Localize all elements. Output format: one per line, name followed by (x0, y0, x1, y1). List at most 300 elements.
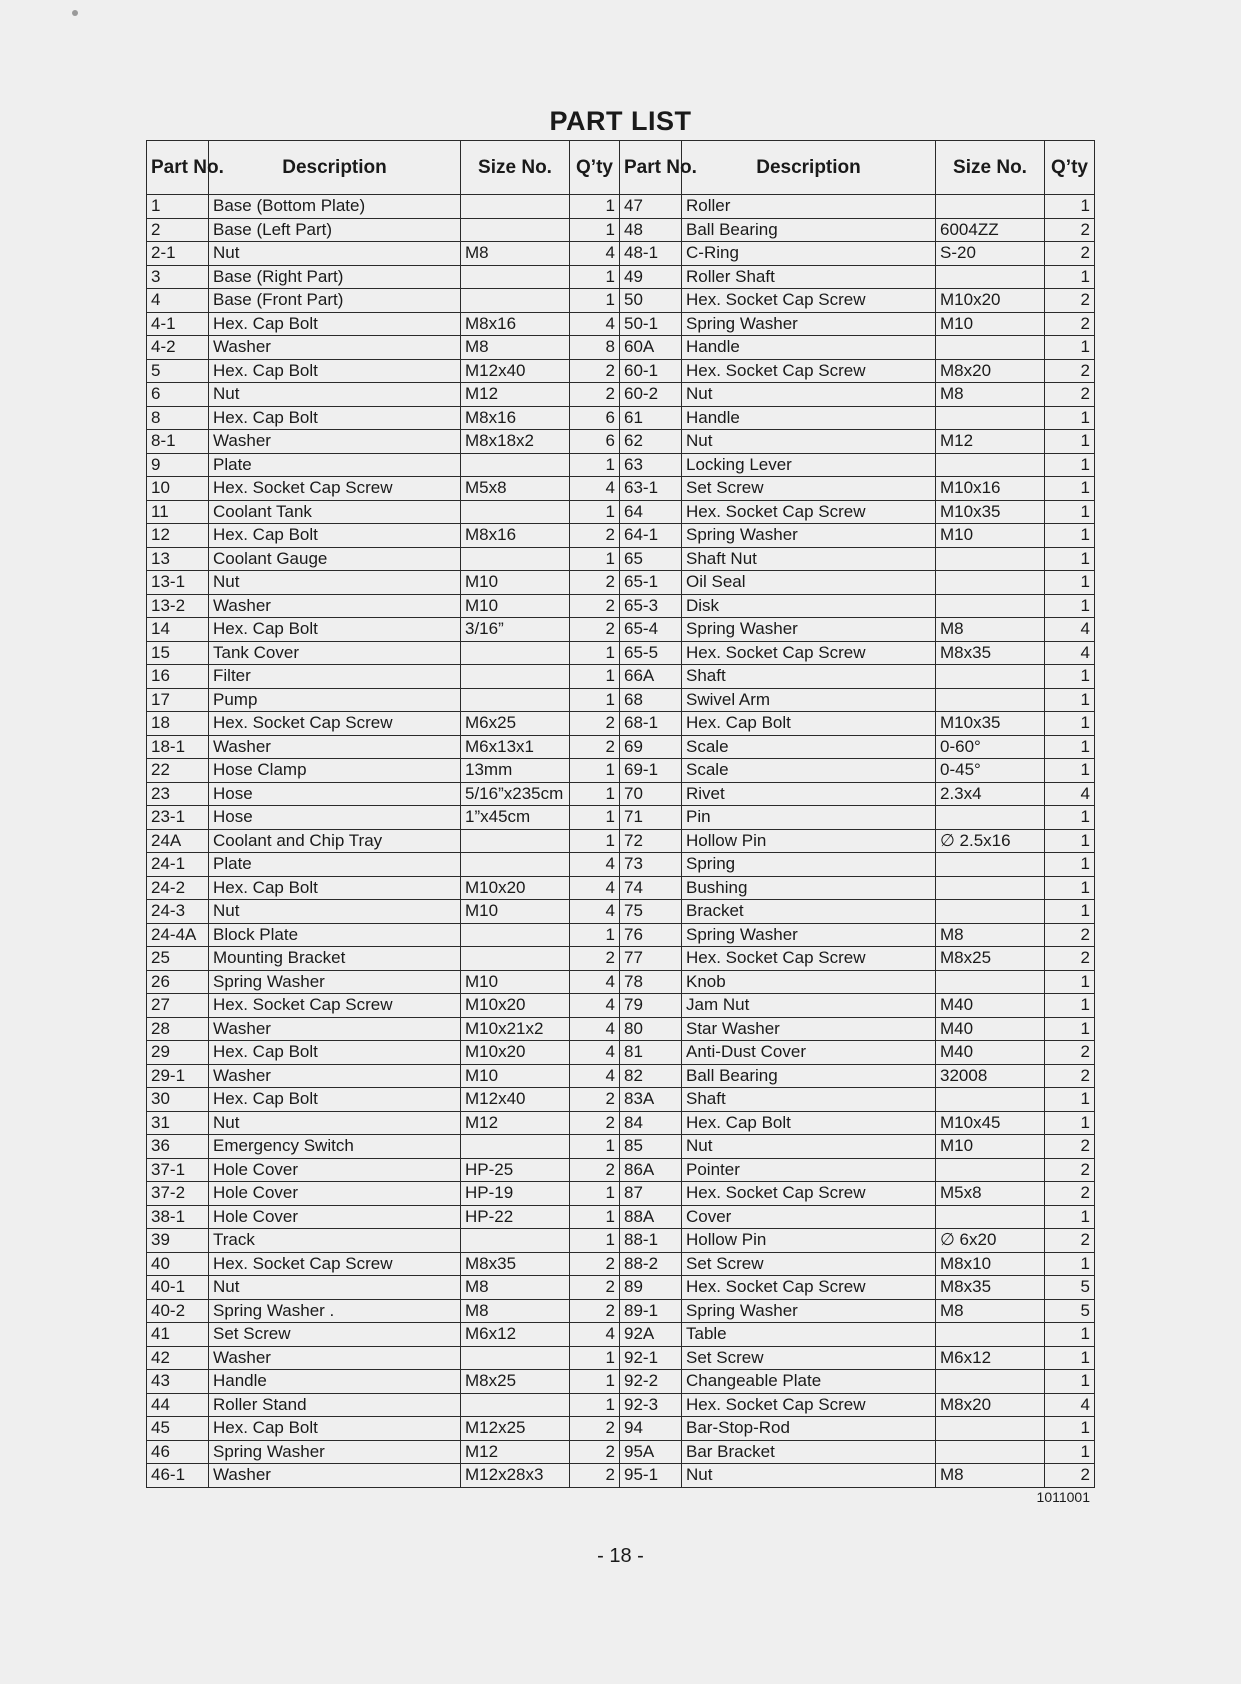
quantity-cell: 2 (1045, 242, 1095, 266)
size-cell: M8x20 (936, 1393, 1045, 1417)
table-row (147, 195, 1095, 219)
size-cell (936, 876, 1045, 900)
quantity-cell: 4 (1045, 641, 1095, 665)
quantity-cell: 2 (570, 1252, 620, 1276)
description-cell: Hex. Cap Bolt (209, 524, 461, 548)
size-cell: M6x12 (936, 1346, 1045, 1370)
quantity-cell: 2 (570, 1464, 620, 1488)
quantity-cell: 2 (1045, 383, 1095, 407)
part-number-cell: 74 (620, 876, 682, 900)
quantity-cell: 1 (1045, 1205, 1095, 1229)
quantity-cell: 1 (1045, 265, 1095, 289)
description-cell: Nut (209, 900, 461, 924)
description-cell: Washer (209, 430, 461, 454)
part-number-cell: 38-1 (147, 1205, 209, 1229)
size-cell: M10 (461, 571, 570, 595)
description-cell: Spring Washer (682, 1299, 936, 1323)
part-number-cell: 60-2 (620, 383, 682, 407)
quantity-cell: 1 (1045, 853, 1095, 877)
table-row (147, 1041, 1095, 1065)
quantity-cell: 1 (570, 1205, 620, 1229)
part-number-cell: 23 (147, 782, 209, 806)
quantity-cell: 1 (1045, 524, 1095, 548)
quantity-cell: 1 (1045, 876, 1095, 900)
part-number-cell: 31 (147, 1111, 209, 1135)
table-row (147, 1064, 1095, 1088)
quantity-cell: 1 (570, 195, 620, 219)
quantity-cell: 1 (570, 500, 620, 524)
part-number-cell: 46-1 (147, 1464, 209, 1488)
description-cell: Hex. Cap Bolt (209, 876, 461, 900)
quantity-cell: 1 (570, 453, 620, 477)
part-number-cell: 13-2 (147, 594, 209, 618)
quantity-cell: 4 (570, 994, 620, 1018)
size-cell (936, 970, 1045, 994)
size-cell: M8x35 (461, 1252, 570, 1276)
description-cell: Hole Cover (209, 1205, 461, 1229)
size-cell (936, 1158, 1045, 1182)
size-cell: M8x16 (461, 312, 570, 336)
description-cell: Bar Bracket (682, 1440, 936, 1464)
quantity-cell: 1 (570, 1393, 620, 1417)
size-cell: 32008 (936, 1064, 1045, 1088)
description-cell: Washer (209, 594, 461, 618)
size-cell (936, 1370, 1045, 1394)
quantity-cell: 1 (1045, 1088, 1095, 1112)
description-cell: Hex. Cap Bolt (682, 1111, 936, 1135)
table-row (147, 571, 1095, 595)
quantity-cell: 5 (1045, 1276, 1095, 1300)
quantity-cell: 1 (1045, 759, 1095, 783)
description-cell: Hex. Cap Bolt (209, 618, 461, 642)
description-cell: Coolant Tank (209, 500, 461, 524)
part-number-cell: 9 (147, 453, 209, 477)
part-number-cell: 64-1 (620, 524, 682, 548)
size-cell: 1”x45cm (461, 806, 570, 830)
size-cell: M10 (461, 594, 570, 618)
part-number-cell: 27 (147, 994, 209, 1018)
description-cell: Spring Washer (682, 618, 936, 642)
description-cell: Hollow Pin (682, 829, 936, 853)
description-cell: Set Screw (682, 477, 936, 501)
description-cell: Hose (209, 806, 461, 830)
description-cell: Washer (209, 1346, 461, 1370)
size-cell: HP-25 (461, 1158, 570, 1182)
description-cell: Pointer (682, 1158, 936, 1182)
part-number-cell: 29 (147, 1041, 209, 1065)
table-row (147, 1323, 1095, 1347)
quantity-cell: 1 (1045, 970, 1095, 994)
table-row (147, 1252, 1095, 1276)
table-row (147, 406, 1095, 430)
table-row (147, 970, 1095, 994)
size-cell: HP-19 (461, 1182, 570, 1206)
description-cell: Hex. Cap Bolt (682, 712, 936, 736)
description-cell: Emergency Switch (209, 1135, 461, 1159)
part-number-cell: 60-1 (620, 359, 682, 383)
scan-speck (72, 10, 78, 16)
table-row (147, 1088, 1095, 1112)
size-cell: M8 (936, 923, 1045, 947)
table-row (147, 1393, 1095, 1417)
quantity-cell: 2 (570, 359, 620, 383)
description-cell: Base (Left Part) (209, 218, 461, 242)
header-part-no: Part No. (620, 141, 682, 195)
table-row (147, 876, 1095, 900)
description-cell: Disk (682, 594, 936, 618)
description-cell: Washer (209, 735, 461, 759)
size-cell: M8x35 (936, 1276, 1045, 1300)
size-cell: M10x35 (936, 500, 1045, 524)
description-cell: Spring Washer (209, 970, 461, 994)
part-number-cell: 48 (620, 218, 682, 242)
size-cell: M10 (936, 524, 1045, 548)
size-cell: M12 (936, 430, 1045, 454)
size-cell: M6x12 (461, 1323, 570, 1347)
description-cell: Anti-Dust Cover (682, 1041, 936, 1065)
quantity-cell: 2 (570, 524, 620, 548)
part-number-cell: 25 (147, 947, 209, 971)
part-number-cell: 83A (620, 1088, 682, 1112)
quantity-cell: 4 (570, 970, 620, 994)
size-cell: M10x20 (461, 1041, 570, 1065)
table-row (147, 829, 1095, 853)
size-cell (461, 1135, 570, 1159)
size-cell (461, 218, 570, 242)
size-cell: M8x20 (936, 359, 1045, 383)
quantity-cell: 1 (1045, 430, 1095, 454)
description-cell: Hex. Socket Cap Screw (682, 947, 936, 971)
header-size-no: Size No. (461, 141, 570, 195)
part-number-cell: 62 (620, 430, 682, 454)
part-number-cell: 4-1 (147, 312, 209, 336)
description-cell: Washer (209, 1064, 461, 1088)
part-number-cell: 88-1 (620, 1229, 682, 1253)
part-number-cell: 82 (620, 1064, 682, 1088)
quantity-cell: 4 (570, 242, 620, 266)
quantity-cell: 1 (1045, 336, 1095, 360)
part-number-cell: 65-4 (620, 618, 682, 642)
quantity-cell: 1 (570, 688, 620, 712)
quantity-cell: 1 (1045, 453, 1095, 477)
part-number-cell: 40 (147, 1252, 209, 1276)
table-row (147, 688, 1095, 712)
description-cell: Shaft (682, 1088, 936, 1112)
size-cell (936, 1440, 1045, 1464)
part-number-cell: 13-1 (147, 571, 209, 595)
quantity-cell: 2 (570, 618, 620, 642)
size-cell: M8 (461, 336, 570, 360)
part-number-cell: 44 (147, 1393, 209, 1417)
size-cell: ∅ 6x20 (936, 1229, 1045, 1253)
document-code: 1011001 (1036, 1489, 1090, 1505)
part-number-cell: 65-1 (620, 571, 682, 595)
part-number-cell: 1 (147, 195, 209, 219)
table-row (147, 1111, 1095, 1135)
part-number-cell: 64 (620, 500, 682, 524)
size-cell (461, 265, 570, 289)
size-cell: 5/16”x235cm (461, 782, 570, 806)
quantity-cell: 4 (570, 1323, 620, 1347)
description-cell: Hex. Cap Bolt (209, 1417, 461, 1441)
part-number-cell: 92-3 (620, 1393, 682, 1417)
table-row (147, 759, 1095, 783)
description-cell: Ball Bearing (682, 218, 936, 242)
size-cell (461, 195, 570, 219)
size-cell (936, 406, 1045, 430)
part-number-cell: 47 (620, 195, 682, 219)
quantity-cell: 4 (570, 1017, 620, 1041)
size-cell: M5x8 (936, 1182, 1045, 1206)
quantity-cell: 1 (1045, 1370, 1095, 1394)
size-cell: M10x16 (936, 477, 1045, 501)
description-cell: Handle (209, 1370, 461, 1394)
description-cell: Pump (209, 688, 461, 712)
part-number-cell: 18-1 (147, 735, 209, 759)
description-cell: Hollow Pin (682, 1229, 936, 1253)
part-number-cell: 50-1 (620, 312, 682, 336)
quantity-cell: 1 (570, 547, 620, 571)
quantity-cell: 1 (1045, 735, 1095, 759)
part-number-cell: 15 (147, 641, 209, 665)
table-row (147, 430, 1095, 454)
quantity-cell: 2 (1045, 1041, 1095, 1065)
quantity-cell: 2 (1045, 947, 1095, 971)
table-row (147, 1182, 1095, 1206)
size-cell: M10x21x2 (461, 1017, 570, 1041)
description-cell: Oil Seal (682, 571, 936, 595)
description-cell: Track (209, 1229, 461, 1253)
quantity-cell: 2 (1045, 289, 1095, 313)
description-cell: Roller Shaft (682, 265, 936, 289)
part-number-cell: 85 (620, 1135, 682, 1159)
description-cell: Coolant Gauge (209, 547, 461, 571)
part-number-cell: 72 (620, 829, 682, 853)
size-cell (461, 829, 570, 853)
table-row (147, 618, 1095, 642)
description-cell: Hex. Cap Bolt (209, 1088, 461, 1112)
quantity-cell: 1 (1045, 1440, 1095, 1464)
description-cell: Hex. Cap Bolt (209, 359, 461, 383)
part-number-cell: 3 (147, 265, 209, 289)
quantity-cell: 1 (1045, 806, 1095, 830)
description-cell: Hex. Socket Cap Screw (209, 994, 461, 1018)
description-cell: Hex. Socket Cap Screw (682, 500, 936, 524)
size-cell: M12x28x3 (461, 1464, 570, 1488)
description-cell: Tank Cover (209, 641, 461, 665)
table-row (147, 1135, 1095, 1159)
table-row (147, 1158, 1095, 1182)
size-cell (936, 1088, 1045, 1112)
quantity-cell: 4 (1045, 1393, 1095, 1417)
table-row (147, 735, 1095, 759)
size-cell (461, 641, 570, 665)
table-row (147, 1299, 1095, 1323)
size-cell: M8x35 (936, 641, 1045, 665)
size-cell: 0-60° (936, 735, 1045, 759)
part-number-cell: 45 (147, 1417, 209, 1441)
part-number-cell: 76 (620, 923, 682, 947)
size-cell (936, 195, 1045, 219)
description-cell: Set Screw (682, 1346, 936, 1370)
quantity-cell: 1 (1045, 1252, 1095, 1276)
size-cell (936, 688, 1045, 712)
part-number-cell: 5 (147, 359, 209, 383)
part-number-cell: 86A (620, 1158, 682, 1182)
size-cell (461, 665, 570, 689)
header-qty: Q’ty (570, 141, 620, 195)
description-cell: Washer (209, 1464, 461, 1488)
description-cell: Base (Right Part) (209, 265, 461, 289)
page-title: PART LIST (549, 106, 692, 136)
table-row (147, 1017, 1095, 1041)
description-cell: Base (Front Part) (209, 289, 461, 313)
part-number-cell: 89 (620, 1276, 682, 1300)
quantity-cell: 2 (570, 1417, 620, 1441)
part-number-cell: 63 (620, 453, 682, 477)
table-row (147, 1346, 1095, 1370)
description-cell: Washer (209, 1017, 461, 1041)
part-number-cell: 65 (620, 547, 682, 571)
table-row (147, 947, 1095, 971)
description-cell: Filter (209, 665, 461, 689)
size-cell: M10 (461, 900, 570, 924)
description-cell: Spring Washer . (209, 1299, 461, 1323)
size-cell: M10x20 (461, 994, 570, 1018)
quantity-cell: 1 (570, 1182, 620, 1206)
description-cell: Nut (209, 571, 461, 595)
size-cell (461, 1346, 570, 1370)
quantity-cell: 1 (570, 806, 620, 830)
table-row (147, 1464, 1095, 1488)
part-number-cell: 39 (147, 1229, 209, 1253)
quantity-cell: 1 (1045, 900, 1095, 924)
quantity-cell: 8 (570, 336, 620, 360)
part-number-cell: 92-1 (620, 1346, 682, 1370)
table-row (147, 594, 1095, 618)
part-number-cell: 87 (620, 1182, 682, 1206)
part-number-cell: 79 (620, 994, 682, 1018)
description-cell: Locking Lever (682, 453, 936, 477)
description-cell: Block Plate (209, 923, 461, 947)
quantity-cell: 1 (1045, 406, 1095, 430)
size-cell: M12x25 (461, 1417, 570, 1441)
description-cell: Handle (682, 406, 936, 430)
size-cell: M8x16 (461, 524, 570, 548)
description-cell: Rivet (682, 782, 936, 806)
part-number-cell: 12 (147, 524, 209, 548)
size-cell (936, 453, 1045, 477)
part-number-cell: 92-2 (620, 1370, 682, 1394)
size-cell: M5x8 (461, 477, 570, 501)
part-number-cell: 42 (147, 1346, 209, 1370)
part-number-cell: 24-1 (147, 853, 209, 877)
part-number-cell: 40-2 (147, 1299, 209, 1323)
part-number-cell: 23-1 (147, 806, 209, 830)
description-cell: Knob (682, 970, 936, 994)
size-cell: M10x20 (461, 876, 570, 900)
quantity-cell: 1 (570, 829, 620, 853)
size-cell: M6x25 (461, 712, 570, 736)
description-cell: Coolant and Chip Tray (209, 829, 461, 853)
description-cell: Swivel Arm (682, 688, 936, 712)
size-cell (461, 453, 570, 477)
quantity-cell: 1 (570, 1370, 620, 1394)
description-cell: Hex. Socket Cap Screw (682, 1276, 936, 1300)
quantity-cell: 4 (570, 477, 620, 501)
size-cell: M10x35 (936, 712, 1045, 736)
description-cell: Hex. Socket Cap Screw (682, 359, 936, 383)
size-cell: 6004ZZ (936, 218, 1045, 242)
quantity-cell: 2 (1045, 1158, 1095, 1182)
quantity-cell: 1 (1045, 688, 1095, 712)
header-part-no: Part No. (147, 141, 209, 195)
description-cell: Hex. Cap Bolt (209, 1041, 461, 1065)
quantity-cell: 1 (570, 1135, 620, 1159)
size-cell: M8 (461, 1299, 570, 1323)
size-cell (936, 806, 1045, 830)
table-row (147, 218, 1095, 242)
table-row (147, 641, 1095, 665)
table-row (147, 453, 1095, 477)
quantity-cell: 2 (1045, 218, 1095, 242)
quantity-cell: 2 (570, 712, 620, 736)
part-number-cell: 69 (620, 735, 682, 759)
description-cell: Roller (682, 195, 936, 219)
description-cell: Handle (682, 336, 936, 360)
quantity-cell: 1 (570, 759, 620, 783)
quantity-cell: 2 (1045, 1064, 1095, 1088)
description-cell: Plate (209, 453, 461, 477)
description-cell: Mounting Bracket (209, 947, 461, 971)
part-number-cell: 88A (620, 1205, 682, 1229)
description-cell: Hose Clamp (209, 759, 461, 783)
description-cell: Nut (209, 1276, 461, 1300)
description-cell: Set Screw (682, 1252, 936, 1276)
size-cell: M10 (936, 1135, 1045, 1159)
size-cell: M40 (936, 1041, 1045, 1065)
quantity-cell: 1 (570, 265, 620, 289)
size-cell (461, 1229, 570, 1253)
quantity-cell: 2 (570, 571, 620, 595)
table-row (147, 994, 1095, 1018)
description-cell: Scale (682, 759, 936, 783)
description-cell: Hex. Cap Bolt (209, 312, 461, 336)
quantity-cell: 6 (570, 430, 620, 454)
part-number-cell: 65-5 (620, 641, 682, 665)
description-cell: Roller Stand (209, 1393, 461, 1417)
table-row (147, 1417, 1095, 1441)
size-cell: M12x40 (461, 1088, 570, 1112)
description-cell: Nut (682, 1464, 936, 1488)
part-number-cell: 8-1 (147, 430, 209, 454)
quantity-cell: 2 (1045, 1229, 1095, 1253)
size-cell (936, 1323, 1045, 1347)
part-number-cell: 46 (147, 1440, 209, 1464)
quantity-cell: 1 (1045, 665, 1095, 689)
part-number-cell: 48-1 (620, 242, 682, 266)
part-number-cell: 50 (620, 289, 682, 313)
page-number: - 18 - (597, 1545, 644, 1567)
parts-table (146, 140, 1095, 1488)
part-number-cell: 37-1 (147, 1158, 209, 1182)
quantity-cell: 2 (1045, 1182, 1095, 1206)
part-number-cell: 24-3 (147, 900, 209, 924)
description-cell: Hole Cover (209, 1182, 461, 1206)
description-cell: Hose (209, 782, 461, 806)
part-number-cell: 2 (147, 218, 209, 242)
size-cell: M12 (461, 383, 570, 407)
